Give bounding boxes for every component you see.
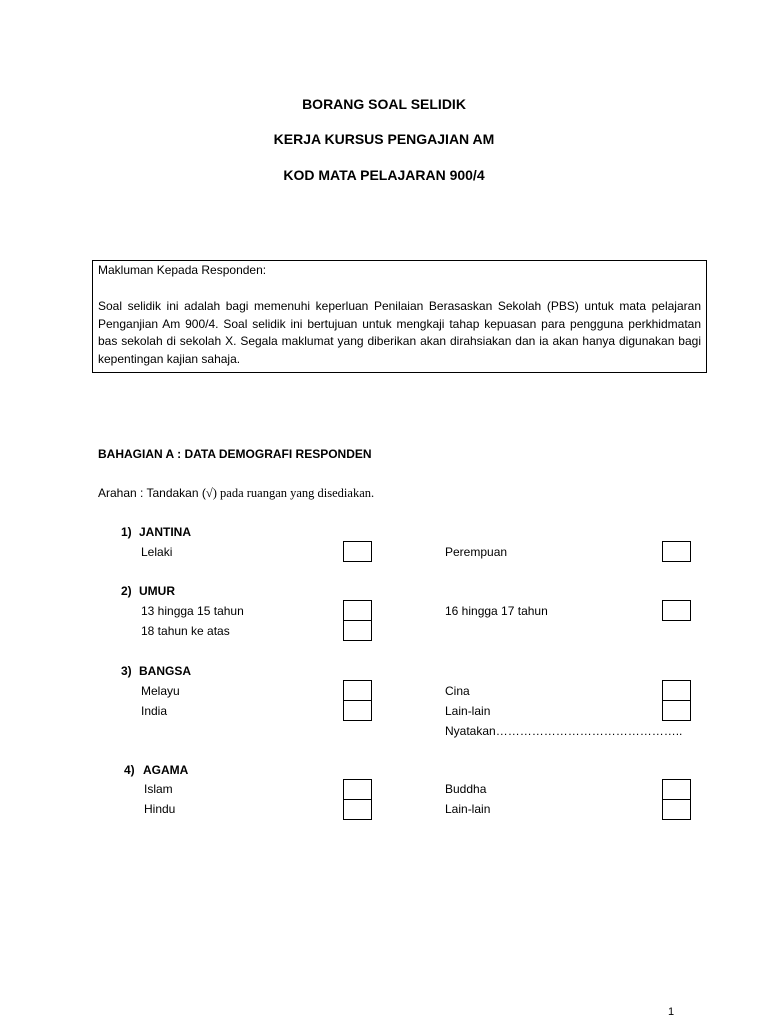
option-agama-lain-checkbox[interactable] bbox=[662, 799, 691, 820]
form-title: BORANG SOAL SELIDIK bbox=[302, 96, 466, 112]
option-hindu-checkbox[interactable] bbox=[343, 799, 372, 820]
specify-field[interactable]: Nyatakan……………………………………….. bbox=[445, 724, 683, 738]
option-buddha-label: Buddha bbox=[445, 782, 487, 796]
section-a-heading: BAHAGIAN A : DATA DEMOGRAFI RESPONDEN bbox=[98, 447, 372, 461]
option-islam-label: Islam bbox=[144, 782, 173, 796]
option-16-17-checkbox[interactable] bbox=[662, 600, 691, 621]
option-islam-checkbox[interactable] bbox=[343, 779, 372, 800]
option-india-label: India bbox=[141, 704, 168, 718]
question-3-title: BANGSA bbox=[139, 664, 192, 678]
notice-heading: Makluman Kepada Responden: bbox=[98, 263, 267, 277]
option-melayu-label: Melayu bbox=[141, 684, 180, 698]
option-cina-label: Cina bbox=[445, 684, 470, 698]
option-18-plus-checkbox[interactable] bbox=[343, 620, 372, 641]
instruction bbox=[98, 486, 374, 500]
option-13-15-label: 13 hingga 15 tahun bbox=[141, 604, 244, 618]
option-cina-checkbox[interactable] bbox=[662, 680, 691, 701]
option-16-17-label: 16 hingga 17 tahun bbox=[445, 604, 548, 618]
option-perempuan-label: Perempuan bbox=[445, 545, 508, 559]
question-2-title: UMUR bbox=[139, 584, 175, 598]
question-4-title: AGAMA bbox=[143, 763, 189, 777]
option-lelaki-checkbox[interactable] bbox=[343, 541, 372, 562]
option-india-checkbox[interactable] bbox=[343, 700, 372, 721]
instruction-prefix: Arahan : Tandakan ( bbox=[98, 486, 206, 500]
instruction-mark: √ bbox=[205, 486, 213, 500]
option-bangsa-lain-checkbox[interactable] bbox=[662, 700, 691, 721]
option-18-plus-label: 18 tahun ke atas bbox=[141, 624, 230, 638]
form-subtitle: KERJA KURSUS PENGAJIAN AM bbox=[273, 131, 495, 147]
page-number: 1 bbox=[668, 1006, 675, 1018]
option-perempuan-checkbox[interactable] bbox=[662, 541, 691, 562]
subject-code: KOD MATA PELAJARAN 900/4 bbox=[283, 167, 485, 183]
option-bangsa-lain-label: Lain-lain bbox=[445, 704, 491, 718]
option-hindu-label: Hindu bbox=[144, 802, 176, 816]
option-melayu-checkbox[interactable] bbox=[343, 680, 372, 701]
question-4-number: 4) bbox=[124, 763, 135, 777]
question-3-number: 3) bbox=[121, 664, 132, 678]
question-1-title: JANTINA bbox=[139, 525, 192, 539]
option-buddha-checkbox[interactable] bbox=[662, 779, 691, 800]
option-13-15-checkbox[interactable] bbox=[343, 600, 372, 621]
question-1-number: 1) bbox=[121, 525, 132, 539]
question-2-number: 2) bbox=[121, 584, 132, 598]
notice-body: Soal selidik ini adalah bagi memenuhi keperluan Penilaian Berasaskan Sekolah (PBS) untuk mata pelajaran Penganjian Am 900/4. Soal selidik ini bertujuan untuk mengkaji tahap kepuasan para pengguna perkhidmatan bas sekolah di sekolah X. Segala maklumat yang diberikan akan dirahsiakan dan ia akan hanya digunakan bagi kepentingan kajian sahaja. bbox=[98, 299, 701, 366]
instruction-suffix: ) pada ruangan yang disediakan. bbox=[212, 486, 375, 500]
option-lelaki-label: Lelaki bbox=[141, 545, 173, 559]
option-agama-lain-label: Lain-lain bbox=[445, 802, 491, 816]
